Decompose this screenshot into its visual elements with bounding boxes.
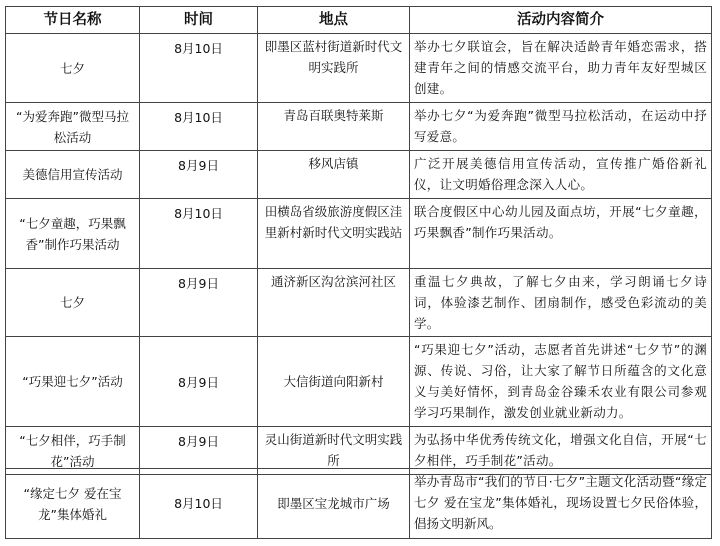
event-date: 8月10日 <box>140 103 258 151</box>
event-place: 即墨区宝龙城市广场 <box>258 469 410 539</box>
event-name: “七夕童趣，巧果飘香”制作巧果活动 <box>6 199 140 269</box>
event-place: 即墨区蓝村街道新时代文明实践所 <box>258 34 410 103</box>
event-place: 青岛百联奥特莱斯 <box>258 103 410 151</box>
event-date: 8月9日 <box>140 151 258 199</box>
event-date: 8月9日 <box>140 427 258 475</box>
event-desc: “巧果迎七夕”活动，志愿者首先讲述“七夕节”的渊源、传说、习俗，让大家了解节日所蕴含的文化意义与美好情怀，到青岛金谷臻禾农业有限公司参观学习巧果制作，激发创业就业新动力。 <box>410 337 712 427</box>
event-date: 8月10日 <box>140 469 258 539</box>
event-desc: 举办七夕联谊会，旨在解决适龄青年婚恋需求，搭建青年之间的情感交流平台，助力青年友好型城区创建。 <box>410 34 712 103</box>
event-place: 大信街道向阳新村 <box>258 337 410 427</box>
table-row <box>6 337 712 427</box>
event-name: 七夕 <box>6 34 140 103</box>
event-name: “缘定七夕 爱在宝龙”集体婚礼 <box>6 469 140 539</box>
event-name: 美德信用宣传活动 <box>6 151 140 199</box>
header-desc: 活动内容简介 <box>410 7 712 34</box>
event-desc: 重温七夕典故，了解七夕由来，学习朗诵七夕诗词，体验漆艺制作、团扇制作，感受色彩流动的美学。 <box>410 269 712 337</box>
event-desc: 为弘扬中华优秀传统文化，增强文化自信，开展“七夕相伴，巧手制花”活动。 <box>410 427 712 475</box>
event-name: “七夕相伴，巧手制花”活动 <box>6 427 140 475</box>
table-row <box>6 151 712 199</box>
table-header-row <box>6 7 712 34</box>
table-row <box>6 269 712 337</box>
event-date: 8月10日 <box>140 34 258 103</box>
event-name: “巧果迎七夕”活动 <box>6 337 140 427</box>
events-table <box>5 6 712 475</box>
event-place: 灵山街道新时代文明实践所 <box>258 427 410 475</box>
event-name: 七夕 <box>6 269 140 337</box>
event-date: 8月10日 <box>140 199 258 269</box>
event-desc: 联合度假区中心幼儿园及面点坊，开展“七夕童趣，巧果飘香”制作巧果活动。 <box>410 199 712 269</box>
table-row <box>6 199 712 269</box>
table-row <box>6 103 712 151</box>
header-place: 地点 <box>258 7 410 34</box>
header-date: 时间 <box>140 7 258 34</box>
event-place: 移风店镇 <box>258 151 410 199</box>
event-name: “为爱奔跑”微型马拉松活动 <box>6 103 140 151</box>
event-desc: 举办青岛市“我们的节日·七夕”主题文化活动暨“缘定七夕 爱在宝龙”集体婚礼，现场设置七夕民俗体验，倡扬文明新风。 <box>410 469 712 539</box>
events-table-continued <box>5 468 712 539</box>
event-date: 8月9日 <box>140 337 258 427</box>
event-desc: 举办七夕“为爱奔跑”微型马拉松活动，在运动中抒写爱意。 <box>410 103 712 151</box>
event-place: 通济新区沟岔滨河社区 <box>258 269 410 337</box>
event-date: 8月9日 <box>140 269 258 337</box>
table-row <box>6 34 712 103</box>
header-name: 节日名称 <box>6 7 140 34</box>
event-place: 田横岛省级旅游度假区洼里新村新时代文明实践站 <box>258 199 410 269</box>
event-desc: 广泛开展美德信用宣传活动，宣传推广婚俗新礼仪，让文明婚俗理念深入人心。 <box>410 151 712 199</box>
table-row <box>6 469 712 539</box>
